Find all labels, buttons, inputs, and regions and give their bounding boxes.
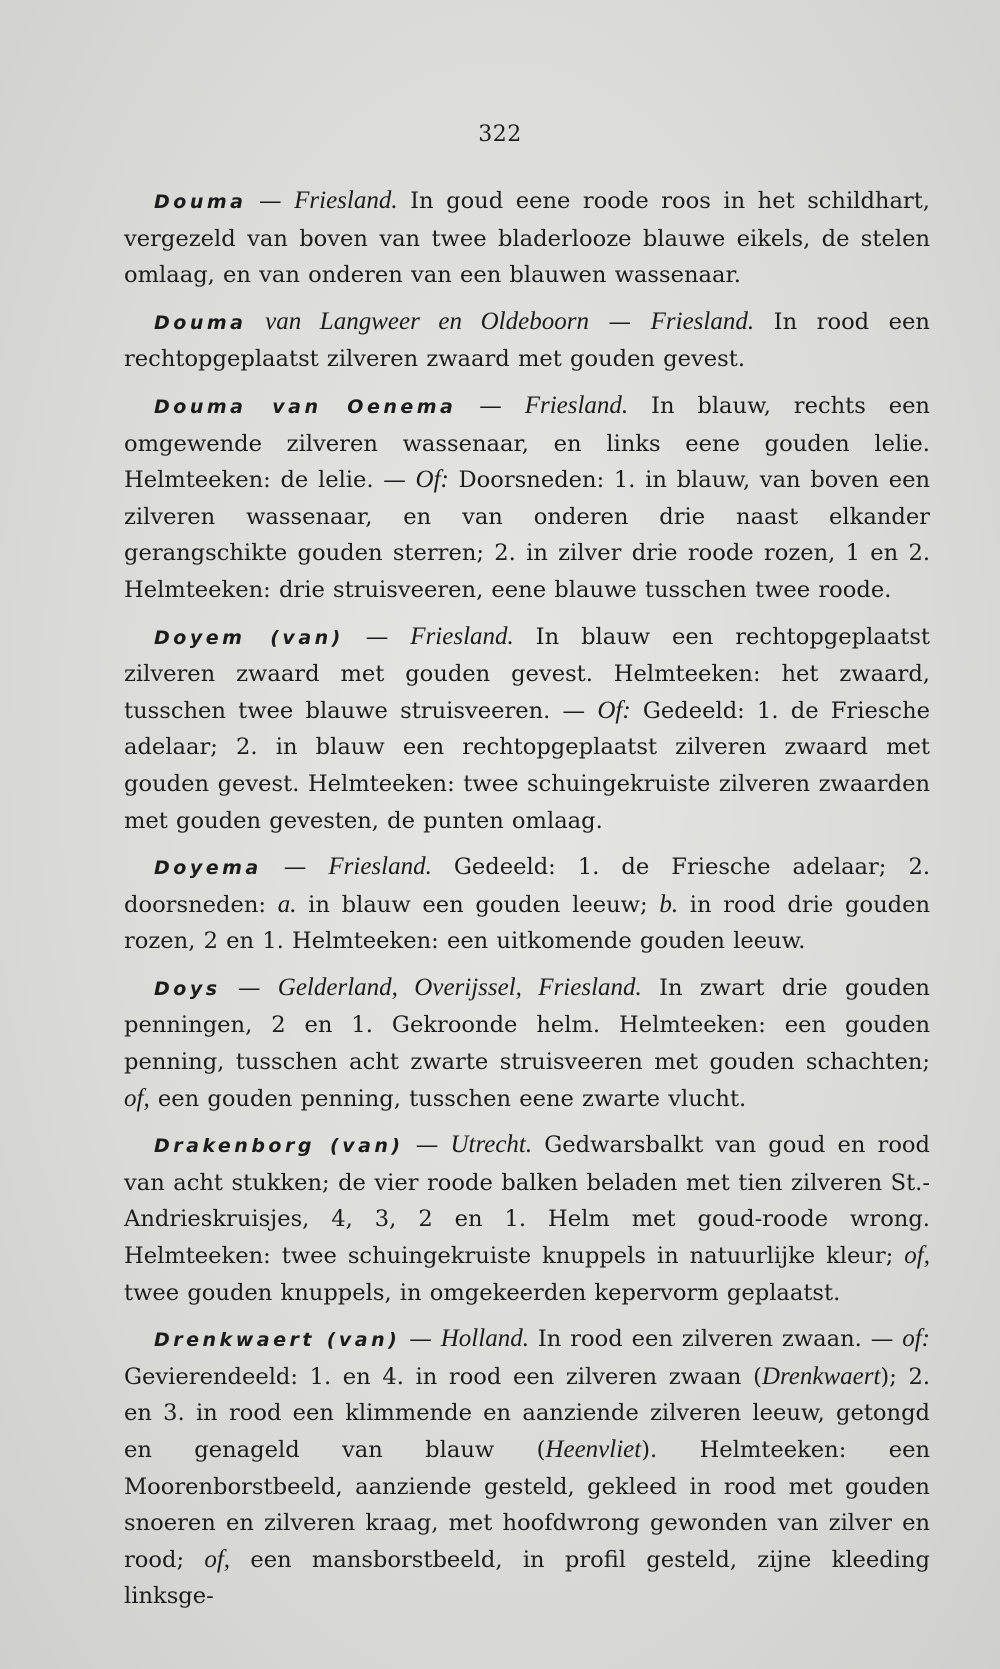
entry-of: of, (124, 1084, 150, 1112)
entry-separator: — (403, 1132, 451, 1159)
entry-text: In rood een rechtopgeplaatst zilveren zwaard met gouden gevest. (124, 308, 930, 373)
entry-name: Douma van Oenema (154, 395, 457, 418)
entry-text-continued-4: een mansborstbeeld, in profil gesteld, zijne kleeding linksge- (124, 1546, 930, 1610)
entry-of-2: of, (204, 1545, 231, 1573)
entry-marker-b: b. (659, 890, 679, 918)
entry-text-continued: Gevierendeeld: 1. en 4. in rood een zilveren zwaan ( (124, 1363, 762, 1390)
entry-douma (124, 183, 930, 294)
entry-name: Doyem (van) (154, 626, 344, 649)
entry-name: Douma (154, 191, 247, 213)
entry-douma-oenema (124, 388, 930, 609)
entry-text: Gedwarsbalkt van goud en rood van acht stukken; de vier roode balken beladen met tien zilveren St.-Andrieskruisjes, 4, 3, 2 en 1. Helm met goud-roode wrong. Helmteeken: twee schuingekruiste knuppels in natuurlijke kleur; (124, 1132, 930, 1270)
entry-doyem (124, 619, 930, 840)
entry-text-b: in rood drie gouden rozen, 2 en 1. Helmteeken: een uitkomende gouden leeuw. (124, 891, 931, 955)
entry-text: In blauw, rechts een omgewende zilveren wassenaar, en links eene gouden lelie. Helmteeken: de lelie. — (124, 392, 930, 494)
entry-douma-langweer (124, 304, 930, 378)
entry-separator: — (343, 623, 411, 650)
entry-separator: — (246, 188, 295, 214)
entry-place: Utrecht. (450, 1131, 533, 1159)
entry-place: Friesland. (524, 391, 629, 419)
entry-place: Friesland. (294, 187, 398, 214)
entry-of: of: (902, 1325, 930, 1353)
entry-separator: — (456, 392, 525, 419)
entry-text-continued-2: ); 2. en 3. in rood een klimmende en aanziende zilveren leeuw, getongd en genageld van blauw ( (124, 1363, 931, 1463)
entry-of: of, (904, 1242, 930, 1270)
entry-place: Friesland. (328, 853, 432, 881)
entry-place: Holland. (440, 1325, 529, 1353)
entry-text: In rood een zilveren zwaan. — (528, 1326, 903, 1353)
entry-text-continued: Doorsneden: 1. in blauw, van boven een zilveren wassenaar, en van onderen drie naast elkander gerangschikte gouden sterren; 2. in zilver drie roode rozen, 1 en 2. Helmteeken: drie struisveeren, eene blauwe tusschen twee roode. (124, 467, 931, 603)
entry-text: In goud eene roode roos in het schildhart, vergezeld van boven van twee bladerlooze blauwe eikels, de stelen omlaag, en van onderen van een blauwen wassenaar. (124, 188, 930, 289)
entry-doys (124, 970, 930, 1117)
entry-text-continued-3: ). Helmteeken: een Moorenborstbeeld, aanziende gesteld, gekleed in rood met gouden snoeren en zilveren kraag, met hoofdwrong gewonden van zilver en rood; (124, 1437, 930, 1573)
entry-separator: — (400, 1326, 441, 1353)
entry-italic-drenkwaert: Drenkwaert (761, 1362, 881, 1390)
entry-list (124, 183, 930, 1625)
entry-name: Drenkwaert (van) (154, 1329, 401, 1352)
entry-text-continued: twee gouden knuppels, in omgekeerden kepervorm geplaatst. (124, 1279, 841, 1306)
entry-name: Douma (154, 311, 247, 334)
entry-text: Gedeeld: 1. de Friesche adelaar; 2. doorsneden: (124, 854, 930, 918)
entry-text-a: in blauw een gouden leeuw; (296, 891, 660, 918)
entry-place: Gelderland, Overijssel, Friesland. (277, 973, 642, 1001)
entry-of: Of: (415, 466, 449, 494)
entry-drenkwaert (124, 1321, 930, 1615)
entry-name-suffix: van Langweer en Oldeboorn (246, 307, 589, 335)
entry-text: In blauw een rechtopgeplaatst zilveren zwaard met gouden gevest. Helmteeken: het zwaard, tusschen twee blauwe struisveeren. — (124, 623, 930, 724)
entry-text-continued: Gedeeld: 1. de Friesche adelaar; 2. in blauw een rechtopgeplaatst zilveren zwaard met gouden gevest. Helmteeken: twee schuingekruiste zilveren zwaarden met gouden gevesten, de punten omlaag. (124, 697, 930, 834)
entry-drakenborg (124, 1127, 930, 1311)
entry-text-continued: een gouden penning, tusschen eene zwarte vlucht. (149, 1085, 747, 1112)
entry-text: In zwart drie gouden penningen, 2 en 1. Gekroonde helm. Helmteeken: een gouden penning, tusschen acht zwarte struisveeren met gouden schachten; (124, 974, 930, 1076)
entry-separator: — (261, 854, 329, 881)
entry-doyema (124, 849, 930, 960)
page-number: 322 (478, 122, 522, 147)
entry-name: Doyema (154, 857, 262, 880)
entry-italic-heenvliet: Heenvliet (545, 1436, 642, 1463)
entry-of: Of: (597, 696, 631, 724)
entry-place: Friesland. (650, 307, 755, 335)
entry-name: Drakenborg (van) (154, 1135, 404, 1158)
entry-place: Friesland. (410, 622, 514, 650)
entry-separator: — (220, 974, 278, 1001)
entry-name: Doys (154, 977, 221, 1000)
entry-marker-a: a. (277, 890, 297, 918)
entry-separator: — (588, 308, 651, 335)
